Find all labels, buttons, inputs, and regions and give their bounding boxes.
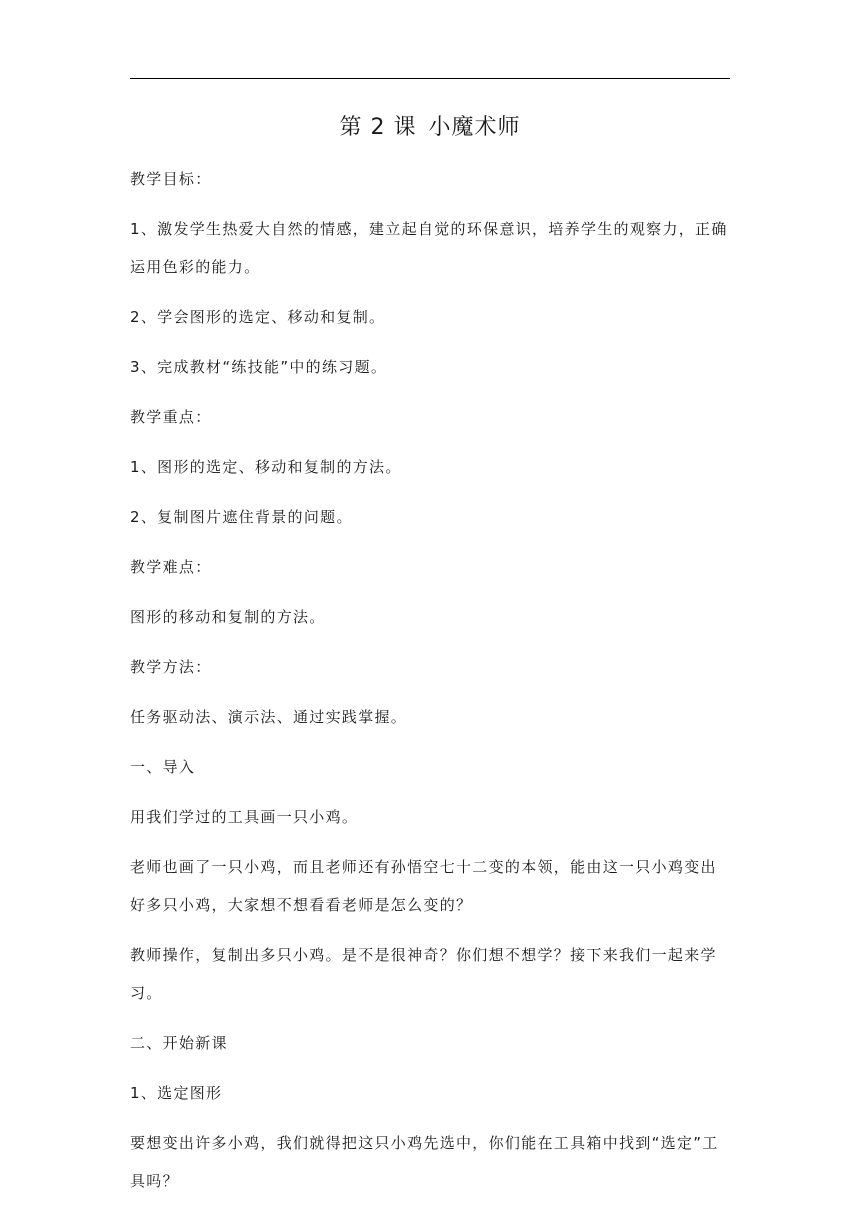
lesson-name: 小魔术师 (428, 115, 521, 140)
section-heading-objectives: 教学目标： (130, 170, 212, 188)
key-point-item: 1、图形的选定、移动和复制的方法。 (130, 458, 402, 476)
lesson-number: 第 2 课 (339, 115, 417, 140)
key-point-item: 2、复制图片遮住背景的问题。 (130, 508, 353, 526)
body-paragraph: 要想变出许多小鸡，我们就得把这只小鸡先选中，你们能在工具箱中找到“选定”工具吗？ (130, 1134, 719, 1190)
section-heading-methods: 教学方法： (130, 658, 212, 676)
difficulty-item: 图形的移动和复制的方法。 (130, 608, 326, 626)
body-paragraph: 老师也画了一只小鸡，而且老师还有孙悟空七十二变的本领，能由这一只小鸡变出好多只小鸡，大家想不想看看老师是怎么变的？ (130, 858, 717, 914)
subsection-heading: 1、选定图形 (130, 1084, 223, 1102)
header-rule (130, 78, 730, 79)
section-heading-intro: 一、导入 (130, 758, 196, 776)
section-heading-new-lesson: 二、开始新课 (130, 1034, 228, 1052)
method-item: 任务驱动法、演示法、通过实践掌握。 (130, 708, 408, 726)
section-heading-key-points: 教学重点： (130, 408, 212, 426)
objective-item: 1、激发学生热爱大自然的情感，建立起自觉的环保意识，培养学生的观察力，正确运用色彩的能力。 (130, 220, 728, 276)
objective-item: 3、完成教材“练技能”中的练习题。 (130, 358, 388, 376)
section-heading-difficulties: 教学难点： (130, 558, 212, 576)
document-body (130, 160, 730, 1212)
page-title (130, 110, 730, 146)
body-paragraph: 教师操作，复制出多只小鸡。是不是很神奇？你们想不想学？接下来我们一起来学习。 (130, 946, 717, 1002)
objective-item: 2、学会图形的选定、移动和复制。 (130, 308, 386, 326)
body-paragraph: 用我们学过的工具画一只小鸡。 (130, 808, 359, 826)
